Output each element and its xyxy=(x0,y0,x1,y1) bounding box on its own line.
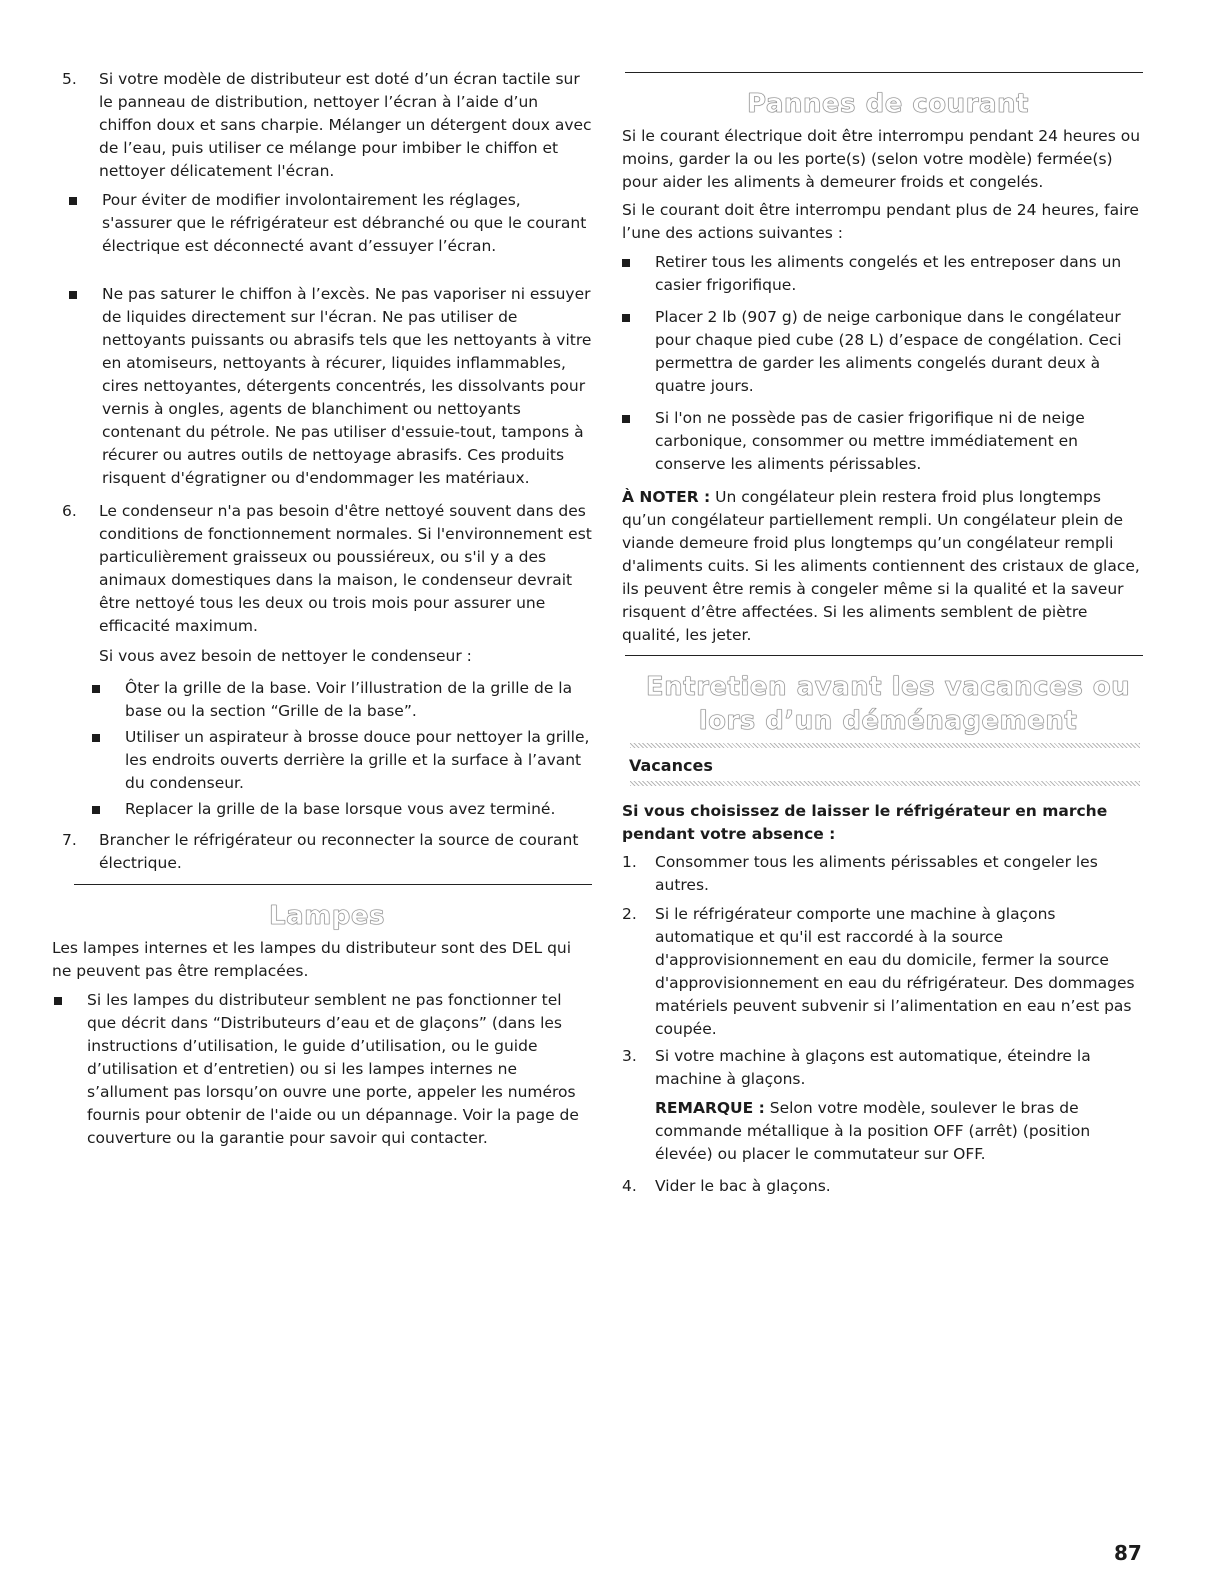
bullet-item xyxy=(622,407,1147,476)
item-number: 3. xyxy=(622,1047,637,1065)
item-text: Si le réfrigérateur comporte une machine à glaçons automatique et qu'il est raccordé à la source d'approvisionnement en eau du domicile, fermer la source d'approvisionnement en eau du réfrigérateur. Des dommages matériels peuvent subvenir si l’alimentation en eau n’est pas coupée. xyxy=(655,905,1135,1038)
bullet-item xyxy=(69,189,592,258)
numbered-item-5 xyxy=(62,68,592,183)
bullet-text: Placer 2 lb (907 g) de neige carbonique dans le congélateur pour chaque pied cube (28 L) d’espace de congélation. Ceci permettra de garder les aliments congelés durant deux à quatre jours. xyxy=(655,308,1122,395)
bullet-item xyxy=(54,989,592,1150)
section-divider xyxy=(625,655,1143,656)
section-title-lampes: Lampes xyxy=(269,901,385,931)
section-title-line: Entretien avant les vacances ou xyxy=(645,672,1131,702)
bullet-text: Retirer tous les aliments congelés et les entreposer dans un casier frigorifique. xyxy=(655,253,1122,294)
section-title-pannes: Pannes de courant xyxy=(747,89,1029,119)
bullet-item xyxy=(92,798,592,821)
bullet-square-icon xyxy=(622,259,630,267)
pannes-paragraph-1: Si le courant électrique doit être interrompu pendant 24 heures ou moins, garder la ou les porte(s) (selon votre modèle) fermée(s) pour aider les aliments à demeurer froids et congelés. xyxy=(622,127,1141,191)
item-number: 5. xyxy=(62,70,77,88)
item-number: 7. xyxy=(62,831,77,849)
numbered-item xyxy=(622,1045,1147,1091)
bullet-square-icon xyxy=(69,291,77,299)
bullet-item xyxy=(622,251,1147,297)
pannes-paragraph-2: Si le courant doit être interrompu pendant plus de 24 heures, faire l’une des actions suivantes : xyxy=(622,201,1139,242)
note-text: Un congélateur plein restera froid plus longtemps qu’un congélateur partiellement rempli. Un congélateur plein de viande demeure froid plus longtemps qu’un congélateur rempli d'aliments cuits. Si les aliments contiennent des cristaux de glace, ils peuvent être remis à congeler même si la qualité et la saveur risquent d’être affectées. Si les aliments semblent de piètre qualité, les jeter. xyxy=(622,488,1140,644)
bullet-item xyxy=(622,306,1147,398)
bullet-square-icon xyxy=(92,734,100,742)
bullet-square-icon xyxy=(69,197,77,205)
item-text: Brancher le réfrigérateur ou reconnecter la source de courant électrique. xyxy=(99,831,579,872)
bullet-item xyxy=(92,726,592,795)
bullet-square-icon xyxy=(622,314,630,322)
vacances-lead: Si vous choisissez de laisser le réfrigérateur en marche pendant votre absence : xyxy=(622,802,1108,843)
item-text: Si votre modèle de distributeur est doté d’un écran tactile sur le panneau de distribution, nettoyer l’écran à l’aide d’un chiffon doux et sans charpie. Mélanger un détergent doux avec de l’eau, puis utiliser ce mélange pour imbiber le chiffon et nettoyer délicatement l'écran. xyxy=(99,70,592,180)
lampes-intro: Les lampes internes et les lampes du distributeur sont des DEL qui ne peuvent pas être remplacées. xyxy=(52,939,572,980)
numbered-item xyxy=(622,903,1147,1041)
note-paragraph xyxy=(622,486,1147,647)
bullet-item xyxy=(92,677,592,723)
item-number: 6. xyxy=(62,502,77,520)
item-text: Consommer tous les aliments périssables et congeler les autres. xyxy=(655,853,1098,894)
remarque-label: REMARQUE : xyxy=(655,1099,765,1117)
section-title-entretien xyxy=(622,670,1154,738)
condenser-intro: Si vous avez besoin de nettoyer le condenseur : xyxy=(99,647,472,665)
bullet-square-icon xyxy=(622,415,630,423)
bullet-square-icon xyxy=(92,685,100,693)
remarque-text: Selon votre modèle, soulever le bras de commande métallique à la position OFF (arrêt) (position élevée) ou placer le commutateur sur OFF. xyxy=(655,1099,1091,1163)
bullet-square-icon xyxy=(92,806,100,814)
hatch-band-bottom xyxy=(630,781,1140,786)
bullet-square-icon xyxy=(54,997,62,1005)
bullet-text: Utiliser un aspirateur à brosse douce pour nettoyer la grille, les endroits ouverts derrière la grille et la surface à l’avant du condenseur. xyxy=(125,728,590,792)
bullet-item xyxy=(69,283,592,490)
page-number: 87 xyxy=(1114,1541,1142,1565)
subsection-title-vacances: Vacances xyxy=(629,756,713,775)
item-text: Le condenseur n'a pas besoin d'être nettoyé souvent dans des conditions de fonctionnement normales. Si l'environnement est particulièrement graisseux ou poussiéreux, ou s'il y a des animaux domestiques dans la maison, le condenseur devrait être nettoyé tous les deux ou trois mois pour assurer une efficacité maximum. xyxy=(99,502,592,635)
numbered-item-6 xyxy=(62,500,592,638)
bullet-text: Ôter la grille de la base. Voir l’illustration de la grille de la base ou la section “Grille de la base”. xyxy=(125,679,573,720)
numbered-item xyxy=(622,851,1147,897)
item-text: Vider le bac à glaçons. xyxy=(655,1177,831,1195)
bullet-text: Si l'on ne possède pas de casier frigorifique ni de neige carbonique, consommer ou mettre immédiatement en conserve les aliments périssables. xyxy=(655,409,1085,473)
bullet-text: Pour éviter de modifier involontairement les réglages, s'assurer que le réfrigérateur est débranché ou que le courant électrique est déconnecté avant d’essuyer l’écran. xyxy=(102,191,587,255)
item-number: 2. xyxy=(622,905,637,923)
bullet-text: Replacer la grille de la base lorsque vous avez terminé. xyxy=(125,800,556,818)
remarque-paragraph xyxy=(655,1097,1147,1166)
item-number: 4. xyxy=(622,1177,637,1195)
bullet-text: Ne pas saturer le chiffon à l’excès. Ne pas vaporiser ni essuyer de liquides directement sur l'écran. Ne pas utiliser de nettoyants puissants ou abrasifs tels que les nettoyants à vitre en atomiseurs, nettoyants à récurer, liquides inflammables, cires nettoyantes, détergents concentrés, les dissolvants pour vernis à ongles, agents de blanchiment ou nettoyants contenant du pétrole. Ne pas utiliser d'essuie-tout, tampons à récurer ou autres outils de nettoyage abrasifs. Ces produits risquent d'égratigner ou d'endommager les matériaux. xyxy=(102,285,592,487)
section-divider xyxy=(625,72,1143,73)
item-number: 1. xyxy=(622,853,637,871)
hatch-band-top xyxy=(630,743,1140,748)
section-title-line: lors d’un déménagement xyxy=(698,706,1078,736)
bullet-text: Si les lampes du distributeur semblent ne pas fonctionner tel que décrit dans “Distributeurs d’eau et de glaçons” (dans les instructions d’utilisation, le guide d’utilisation, ou le guide d’utilisation et d’entretien) ou si les lampes internes ne s’allument pas lorsqu’on ouvre une porte, appeler les numéros fournis pour obtenir de l'aide ou un dépannage. Voir la page de couverture ou la garantie pour savoir qui contacter. xyxy=(87,991,579,1147)
section-divider xyxy=(74,884,592,885)
numbered-item xyxy=(622,1175,1147,1198)
item-text: Si votre machine à glaçons est automatique, éteindre la machine à glaçons. xyxy=(655,1047,1091,1088)
note-label: À NOTER : xyxy=(622,488,711,506)
numbered-item-7 xyxy=(62,829,592,875)
